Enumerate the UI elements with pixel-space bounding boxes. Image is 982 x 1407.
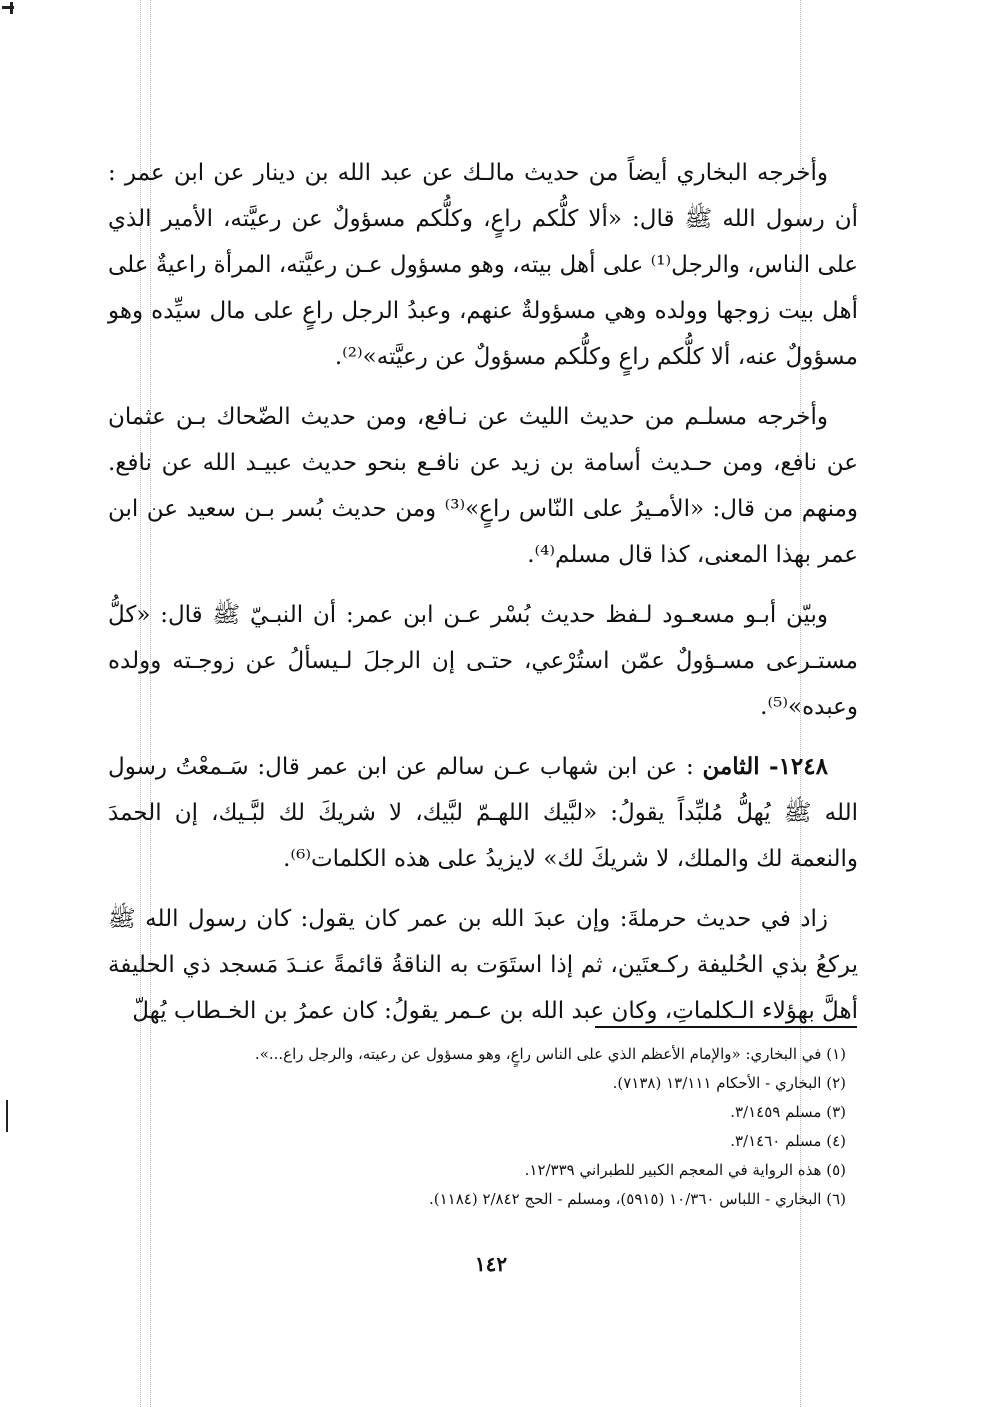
footnote-2: (٢) البخاري - الأحكام ١٣/١١١ (٧١٣٨).	[612, 1074, 846, 1092]
footnote-separator	[595, 1026, 857, 1028]
footnote-6: (٦) البخاري - اللباس ١٠/٣٦٠ (٥٩١٥)، ومسلم - الحج ٢/٨٤٢ (١١٨٤).	[428, 1190, 846, 1208]
hadith-number: ١٢٤٨- الثامن	[702, 753, 828, 780]
footnote-4: (٤) مسلم ٣/١٤٦٠.	[730, 1132, 846, 1150]
paragraph-2: وأخرجه مسلـم من حديث الليث عن نـافع، ومن حديث الضّحاك بـن عثمان عن نافع، ومن حـديث أسامة بن زيد عن نافـع بنحو حديث عبيـد الله عن نافع. ومنهم من قال: «الأمـيرُ على النّاس راعٍ»⁽³⁾ ومن حديث بُسر بـن سعيد عن ابن عمر بهذا المعنى، كذا قال مسلم⁽⁴⁾.	[108, 404, 858, 568]
paragraph-1: وأخرجه البخاري أيضاً من حديث مالـك عن عبد الله بن دينار عن ابن عمر : أن رسول الله ﷺ قال: «ألا كلُّكم راعٍ، وكلُّكم مسؤولٌ عن رعيَّته، الأمير الذي على الناس، والرجل⁽¹⁾ على أهل بيته، وهو مسؤول عـن رعيَّته، المرأة راعيةٌ على أهل بيت زوجها وولده وهي مسؤولةٌ عنهم، وعبدُ الرجل راعٍ على مال سيِّده وهو مسؤولٌ عنه، ألا كلُّكم راعٍ وكلُّكم مسؤولٌ عن رعيَّته»⁽²⁾.	[108, 160, 858, 370]
footnote-3: (٣) مسلم ٣/١٤٥٩.	[730, 1103, 846, 1121]
scan-corner-mark	[10, 2, 13, 14]
paragraph-3: وبيّن أبـو مسعـود لـفظ حديث بُسْر عـن ابن عمر: أن النبـيّ ﷺ قال: «كلُّ مستـرعى مسـؤولٌ عمّن استُرْعي، حتـى إن الرجلَ لـيسألُ عن زوجـته وولده وعبده»⁽⁵⁾.	[108, 602, 858, 720]
paragraph-4-text: : عن ابن شهاب عـن سالم عن ابن عمر قال: سَـمعْتُ رسول الله ﷺ يُهلُّ مُلبِّداً يقولُ: «لبَّيك اللهـمّ لبَّيك، لا شريكَ لك لبَّـيك، إن الحمدَ والنعمة لك والملك، لا شريكَ لك» لايزيدُ على هذه الكلمات⁽⁶⁾.	[108, 754, 858, 872]
footnotes	[108, 1040, 858, 1214]
page-number: ١٤٢	[474, 1252, 508, 1276]
paragraph-5: زاد في حديث حرملةَ: وإن عبدَ الله بن عمر كان يقول: كان رسول الله ﷺ يركعُ بذي الحُليفة ركـعتَين، ثم إذا استَوَت به الناقةُ قائمةً عنـدَ مَسجد ذي الحليفة أهلَّ بهؤلاء الـكلماتِ، وكان عبد الله بن عـمر يقولُ: كان عمرُ بن الخـطاب يُهلّ	[108, 906, 858, 1024]
footnote-1: (١) في البخاري: «والإمام الأعظم الذي على الناس راعٍ، وهو مسؤول عن رعيته، والرجل راع...».	[254, 1045, 846, 1063]
main-text	[108, 150, 858, 1044]
paragraph-4	[108, 744, 858, 882]
footnote-5: (٥) هذه الرواية في المعجم الكبير للطبراني ١٢/٣٣٩.	[524, 1161, 846, 1179]
scan-edge-mark	[6, 1100, 8, 1132]
